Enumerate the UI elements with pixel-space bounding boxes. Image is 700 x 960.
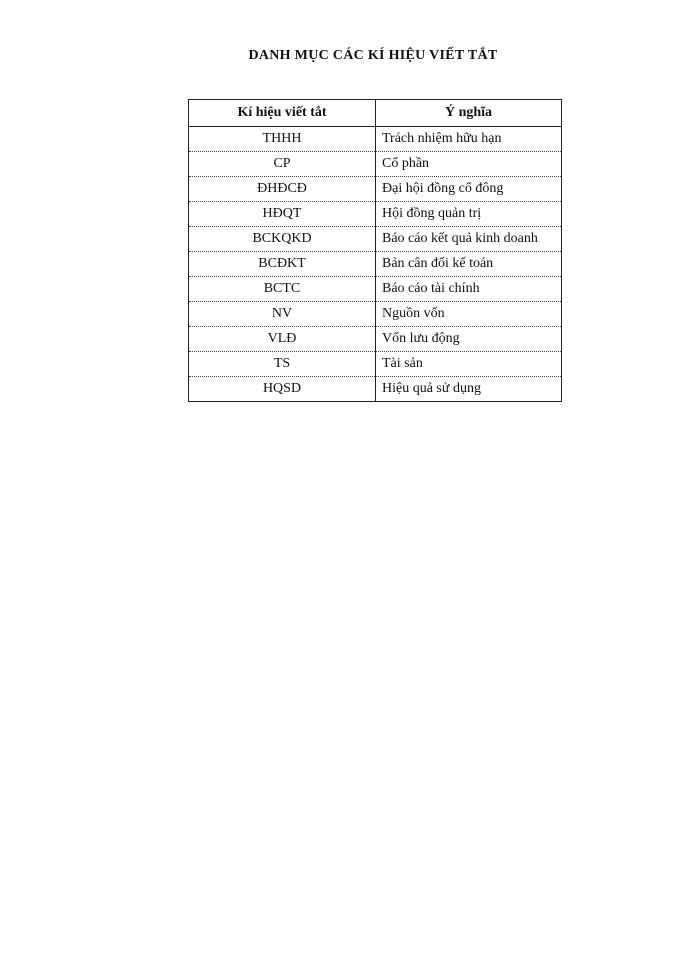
meaning-cell: Tài sản (376, 352, 562, 377)
meaning-cell: Báo cáo kết quả kinh doanh (376, 227, 562, 252)
abbreviation-cell: CP (189, 152, 376, 177)
header-abbreviation: Kí hiệu viết tắt (189, 100, 376, 127)
meaning-cell: Báo cáo tài chính (376, 277, 562, 302)
meaning-cell: Nguồn vốn (376, 302, 562, 327)
table-row (189, 127, 562, 152)
table-row (189, 352, 562, 377)
abbreviation-cell: THHH (189, 127, 376, 152)
meaning-cell: Hội đồng quản trị (376, 202, 562, 227)
abbreviation-cell: ĐHĐCĐ (189, 177, 376, 202)
meaning-cell: Hiệu quả sử dụng (376, 377, 562, 402)
table-row (189, 302, 562, 327)
meaning-cell: Cổ phần (376, 152, 562, 177)
abbreviation-cell: BCTC (189, 277, 376, 302)
table-row (189, 177, 562, 202)
table-row (189, 377, 562, 402)
abbreviation-table (188, 99, 562, 402)
abbreviation-cell: TS (189, 352, 376, 377)
abbreviation-cell: BCĐKT (189, 252, 376, 277)
table-row (189, 227, 562, 252)
table-row (189, 152, 562, 177)
abbreviation-cell: VLĐ (189, 327, 376, 352)
table-row (189, 252, 562, 277)
abbreviation-cell: HĐQT (189, 202, 376, 227)
meaning-cell: Bản cân đối kế toán (376, 252, 562, 277)
table-row (189, 202, 562, 227)
abbreviation-cell: HQSD (189, 377, 376, 402)
meaning-cell: Đại hội đồng cổ đông (376, 177, 562, 202)
page-title: DANH MỤC CÁC KÍ HIỆU VIẾT TẮT (248, 48, 498, 63)
abbreviation-cell: BCKQKD (189, 227, 376, 252)
meaning-cell: Vốn lưu động (376, 327, 562, 352)
meaning-cell: Trách nhiệm hữu hạn (376, 127, 562, 152)
header-meaning: Ý nghĩa (376, 100, 562, 127)
table-header-row (189, 100, 562, 127)
table-row (189, 277, 562, 302)
abbreviation-cell: NV (189, 302, 376, 327)
table-row (189, 327, 562, 352)
